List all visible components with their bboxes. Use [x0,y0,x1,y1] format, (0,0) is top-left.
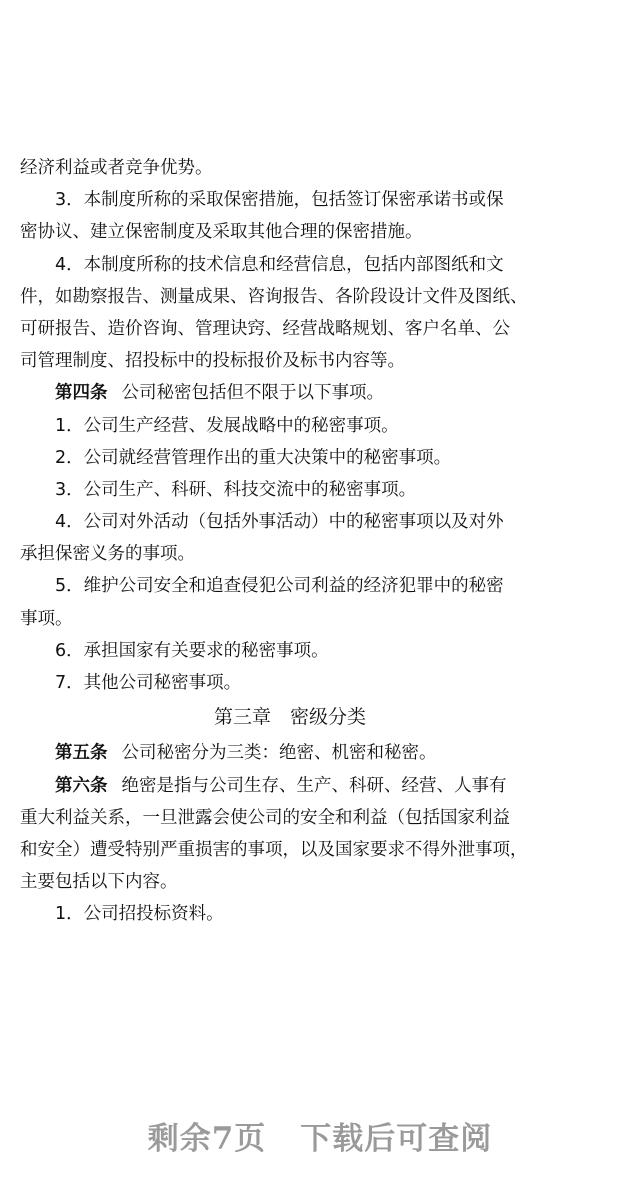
download-to-view-text: 下载后可查阅 [300,1121,493,1157]
list-item: 1．公司生产经营、发展战略中的秘密事项。 [55,415,399,436]
paragraph-line: 和安全）遭受特别严重损害的事项，以及国家要求不得外泄事项， [20,839,528,860]
article-label: 第五条 [55,743,108,764]
article-text: 公司秘密分为三类：绝密、机密和秘密。 [121,743,437,764]
list-item: 4．公司对外活动（包括外事活动）中的秘密事项以及对外 [55,512,504,533]
paragraph-line: 3．本制度所称的采取保密措施，包括签订保密承诺书或保 [55,190,504,211]
paragraph-line: 司管理制度、招投标中的投标报价及标书内容等。 [20,351,405,372]
download-prompt[interactable] [0,1113,640,1158]
article-six [20,770,560,802]
article-label: 第六条 [55,775,108,796]
list-item: 1．公司招投标资料。 [55,904,224,925]
article-five [20,737,560,769]
paragraph-line: 密协议、建立保密制度及采取其他合理的保密措施。 [20,222,423,243]
article-label: 第四条 [55,383,108,404]
paragraph-line: 事项。 [20,608,73,629]
paragraph-line: 主要包括以下内容。 [20,872,178,893]
list-item: 7．其他公司秘密事项。 [55,673,242,693]
list-item: 2．公司就经营管理作出的重大决策中的秘密事项。 [55,447,452,468]
list-item: 5．维护公司安全和追查侵犯公司利益的经济犯罪中的秘密 [55,576,504,597]
article-four [20,377,560,409]
paragraph-line: 件，如勘察报告、测量成果、咨询报告、各阶段设计文件及图纸、 [20,286,528,307]
article-text: 公司秘密包括但不限于以下事项。 [121,383,384,404]
paragraph-line: 重大利益关系，一旦泄露会使公司的安全和利益（包括国家利益 [20,807,510,828]
remaining-pages-text: 剩余7页 [147,1121,267,1157]
paragraph-line: 承担保密义务的事项。 [20,544,195,565]
paragraph-line: 4．本制度所称的技术信息和经营信息，包括内部图纸和文 [55,254,504,275]
paragraph-line: 可研报告、造价咨询、管理诀窍、经营战略规划、客户名单、公 [20,318,510,339]
paragraph-line: 经济利益或者竞争优势。 [20,158,213,178]
list-item: 6．承担国家有关要求的秘密事项。 [55,640,329,661]
document-body [20,152,560,931]
list-item: 3．公司生产、科研、科技交流中的秘密事项。 [55,479,417,500]
chapter-heading: 第三章 密级分类 [213,706,366,729]
article-text: 绝密是指与公司生存、生产、科研、经营、人事有 [121,775,507,796]
